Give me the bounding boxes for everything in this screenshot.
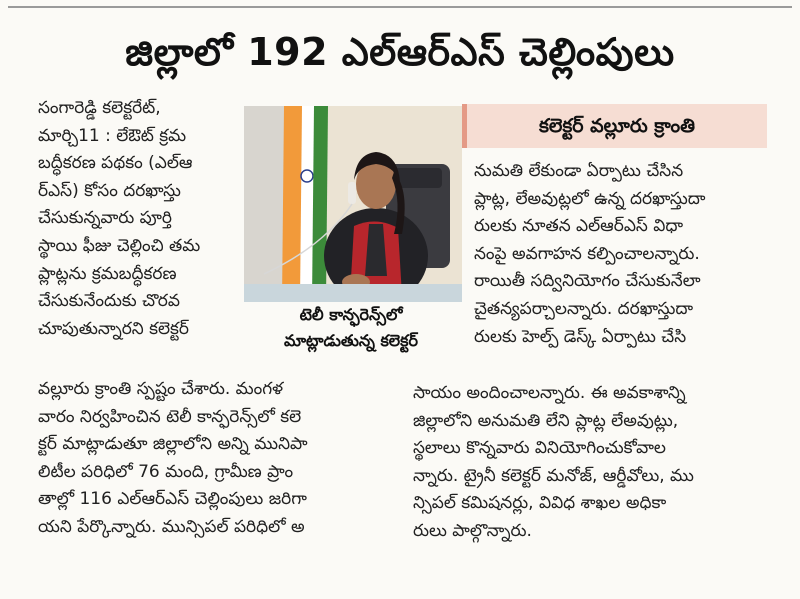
top-rule (8, 6, 792, 8)
text-line: వారం నిర్వహించిన టెలీ కాన్ఫరెన్స్‌లో కలె (38, 406, 302, 427)
text-line: లిటీల పరిధిలో 76 మంది, గ్రామీణ ప్రాం (38, 461, 294, 482)
text-line: ర్ఎస్) కోసం దరఖాస్తు (38, 180, 181, 201)
text-line: ప్లాట్లను క్రమబద్ధీకరణ (38, 263, 177, 284)
subheadline: కలెక్టర్ వల్లూరు క్రాంతి (462, 104, 767, 148)
text-line: నుమతి లేకుండా ఏర్పాటు చేసిన (474, 161, 684, 181)
text-line: సాయం అందించాలన్నారు. ఈ అవకాశాన్ని (413, 383, 686, 403)
left-column-narrow (38, 95, 200, 343)
text-line: రులు పాల్గొన్నారు. (413, 520, 532, 541)
caption-line: టెలీ కాన్ఫరెన్స్‌లో (299, 305, 403, 324)
text-line: న్నారు. ట్రైనీ కలెక్టర్ మనోజ్, ఆర్డీవోలు, ము (413, 465, 694, 486)
text-line: వల్లూరు క్రాంతి స్పష్టం చేశారు. మంగళ (38, 379, 284, 399)
text-line: నంపై అవగాహన కల్పించాలన్నారు. (474, 243, 700, 264)
left-column-full (38, 376, 308, 542)
text-line: న్సిపల్ కమిషనర్లు, వివిధ శాఖల అధికా (413, 493, 667, 514)
text-line: మార్చి11 : లేఔట్ క్రమ (38, 125, 187, 146)
text-line: రులకు నూతన ఎల్ఆర్ఎస్ విధా (474, 216, 684, 237)
text-line: బద్ధీకరణ పథకం (ఎల్ఆ (38, 153, 193, 174)
photo-caption (252, 302, 450, 354)
text-line: చేసుకునేందుకు చొరవ (38, 291, 180, 312)
caption-line: మాట్లాడుతున్న కలెక్టర్ (283, 331, 418, 350)
text-line: తాల్లో 116 ఎల్ఆర్ఎస్ చెల్లింపులు జరిగా (38, 489, 307, 510)
text-line: క్టర్ మాట్లాడుతూ జిల్లాలోని అన్ని మునిపా (38, 434, 308, 455)
text-line: రాయితీ సద్వినియోగం చేసుకునేలా (474, 271, 701, 292)
collector-photo-graphic (244, 106, 462, 302)
text-line: చైతన్యపర్చాలన్నారు. దరఖాస్తుదా (474, 298, 694, 319)
text-line: రులకు హెల్ప్ డెస్క్ ఏర్పాటు చేసి (474, 326, 687, 347)
text-line: జిల్లాలోని అనుమతి లేని ప్లాట్ల లేఅవుట్లు, (413, 410, 679, 431)
text-line: సంగారెడ్డి కలెక్టరేట్, (38, 98, 161, 118)
right-column-full (413, 380, 694, 546)
text-line: చూపుతున్నారని కలెక్టర్ (38, 318, 190, 339)
text-line: స్థలాలు కొన్నవారు వినియోగించుకోవాల (413, 438, 666, 459)
text-line: యని పేర్కొన్నారు. మున్సిపల్ పరిధిలో అ (38, 516, 305, 537)
collector-photo (244, 106, 462, 302)
text-line: స్థాయి ఫీజు చెల్లించి తమ (38, 235, 201, 256)
text-line: చేసుకున్నవారు పూర్తి (38, 208, 172, 229)
headline: జిల్లాలో 192 ఎల్ఆర్ఎస్ చెల్లింపులు (125, 30, 675, 74)
text-line: ప్లాట్ల, లేఅవుట్లలో ఉన్న దరఖాస్తుదా (474, 188, 706, 209)
right-column-narrow (474, 158, 705, 351)
